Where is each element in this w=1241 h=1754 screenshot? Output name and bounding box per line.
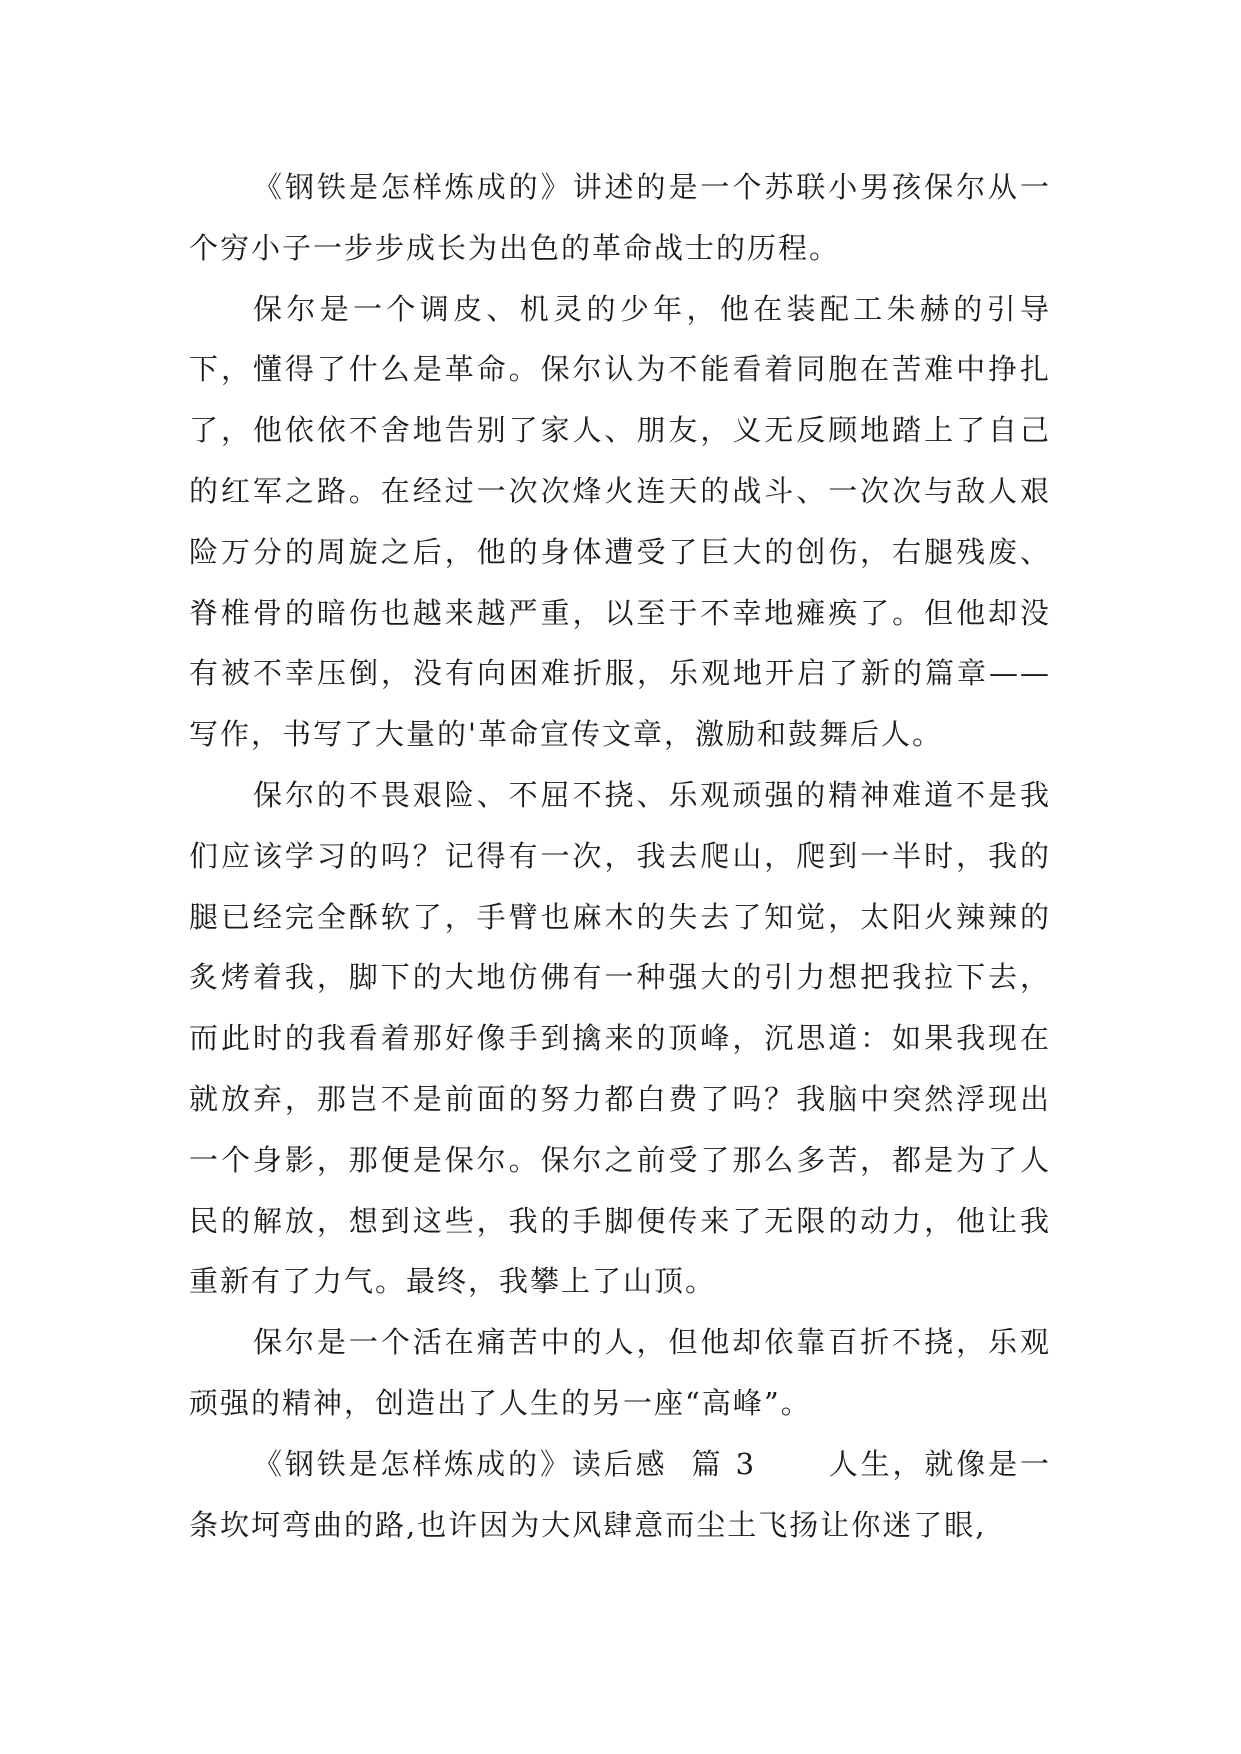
paragraph-intro: 《钢铁是怎样炼成的》讲述的是一个苏联小男孩保尔从一个穷小子一步步成长为出色的革命战士的历程。 [189, 170, 1051, 265]
paragraph-essay-3-start: 《钢铁是怎样炼成的》读后感 篇 3 人生，就像是一条坎坷弯曲的路,也许因为大风肆意而尘土飞扬让你迷了眼, [189, 1446, 1051, 1542]
paragraph-paul-story: 保尔是一个调皮、机灵的少年，他在装配工朱赫的引导下，懂得了什么是革命。保尔认为不能看着同胞在苦难中挣扎了，他依依不舍地告别了家人、朋友，义无反顾地踏上了自己的红军之路。在经过一次次烽火连天的战斗、一次次与敌人艰险万分的周旋之后，他的身体遭受了巨大的创伤，右腿残废、脊椎骨的暗伤也越来越严重，以至于不幸地瘫痪了。但他却没有被不幸压倒，没有向困难折服，乐观地开启了新的篇章——写作，书写了大量的'革命宣传文章，激励和鼓舞后人。 [189, 291, 1051, 752]
paragraph-climbing-story: 保尔的不畏艰险、不屈不挠、乐观顽强的精神难道不是我们应该学习的吗？记得有一次，我去爬山，爬到一半时，我的腿已经完全酥软了，手臂也麻木的失去了知觉，太阳火辣辣的炙烤着我，脚下的大地仿佛有一种强大的引力想把我拉下去，而此时的我看着那好像手到擒来的顶峰，沉思道：如果我现在就放弃，那岂不是前面的努力都白费了吗？我脑中突然浮现出一个身影，那便是保尔。保尔之前受了那么多苦，都是为了人民的解放，想到这些，我的手脚便传来了无限的动力，他让我重新有了力气。最终，我攀上了山顶。 [189, 777, 1051, 1299]
document-body [189, 157, 1051, 1555]
paragraph-conclusion: 保尔是一个活在痛苦中的人，但他却依靠百折不挠，乐观顽强的精神，创造出了人生的另一座“高峰”。 [189, 1325, 1051, 1420]
